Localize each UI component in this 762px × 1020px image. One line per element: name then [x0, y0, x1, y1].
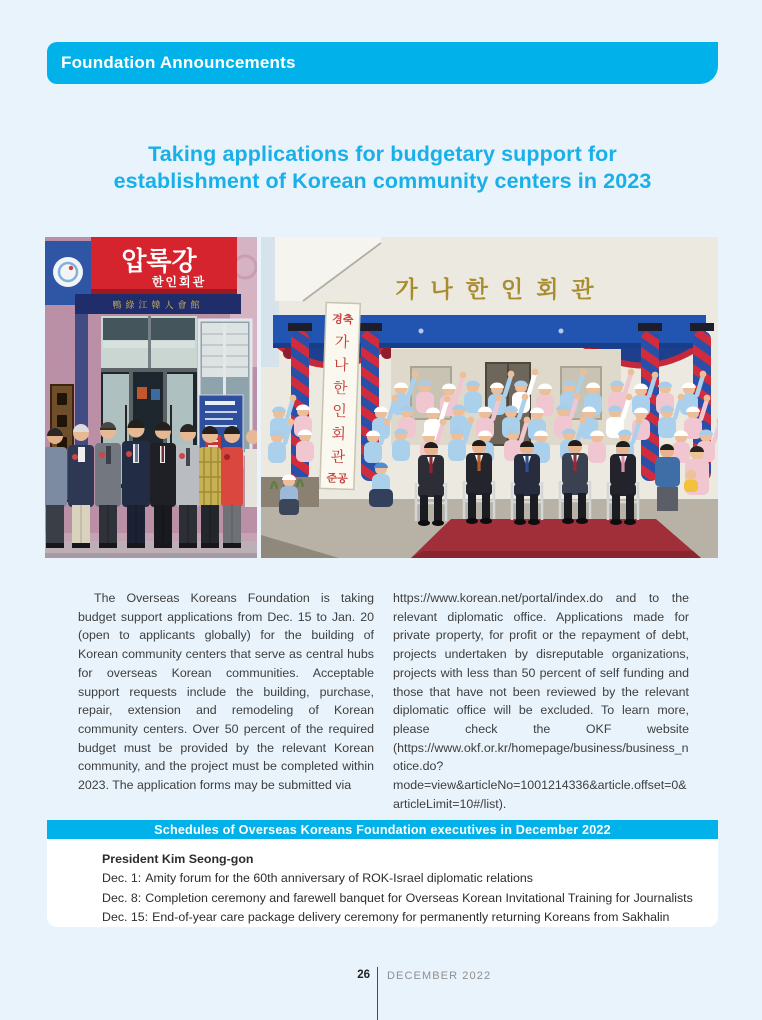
transom-glass — [101, 316, 197, 370]
schedule-header-label: Schedules of Overseas Koreans Foundation executives in December 2022 — [154, 822, 611, 837]
section-banner-label: Foundation Announcements — [61, 53, 296, 72]
sign-hanja-text: 鴨綠江韓人會館 — [112, 301, 204, 311]
schedule-item — [102, 908, 698, 927]
footer-divider — [377, 967, 378, 1020]
schedule-item-date: Dec. 15: — [102, 909, 149, 924]
photo-left-illustration — [45, 237, 257, 558]
section-banner — [47, 42, 718, 84]
red-sign-board — [91, 237, 237, 294]
banner-char: 인 — [331, 401, 348, 421]
red-carpet-edge — [411, 551, 701, 558]
banner-char: 나 — [333, 355, 349, 375]
banner-char: 관 — [330, 447, 346, 467]
schedule-box — [47, 839, 718, 927]
schedule-item-date: Dec. 8: — [102, 890, 142, 905]
page-number: 26 — [357, 969, 370, 981]
schedule-item-text: Amity forum for the 60th anniversary of ROK-Israel diplomatic relations — [145, 871, 533, 886]
banner-char: 한 — [332, 378, 348, 398]
association-emblem — [53, 257, 83, 287]
photo-opening-ceremony-group — [261, 237, 718, 558]
schedule-header-bar — [47, 820, 718, 839]
banner-top-text: 경축 — [331, 312, 354, 327]
banner-char: 회 — [331, 424, 347, 444]
schedule-item-date: Dec. 1: — [102, 871, 142, 886]
building-name-text: 가나한인회관 — [395, 277, 607, 303]
banner-char: 가 — [334, 332, 350, 352]
photo-right-illustration — [261, 237, 718, 558]
sign-main-text: 압록강 — [121, 247, 197, 277]
article-title-line2: establishment of Korean community centers in 2023 — [113, 169, 652, 193]
article-title — [47, 141, 718, 195]
sign-sub-text: 한인회관 — [151, 275, 207, 289]
article-title-line1: Taking applications for budgetary support for — [148, 142, 617, 166]
banner-bottom-text: 준공 — [326, 471, 349, 486]
issue-label: DECEMBER 2022 — [387, 970, 492, 982]
schedule-item — [102, 889, 698, 908]
schedule-item-text: End-of-year care package delivery ceremony for permanently returning Koreans from Sakhalin — [152, 909, 670, 924]
schedule-person: President Kim Seong-gon — [102, 852, 254, 866]
photo-community-center-facade — [45, 237, 257, 558]
schedule-item — [102, 869, 698, 888]
body-column-left: The Overseas Koreans Foundation is taking budget support applications from Dec. 15 to Jan. 20 (open to applicants globally) for the building of Korean community centers that serve as central hubs for overseas Korean communities. Acceptable support requests include the building, purchase, repair, extension and remodeling of Korean community centers. Over 50 percent of the required budget must be provided by the relevant Korean community, and the project must be completed within 2023. The application forms may be submitted via — [78, 591, 374, 793]
body-column-right: https://www.korean.net/portal/index.do and to the relevant diplomatic office. Applications made for private property, for profit or the repayment of debt, projects undertaken by disreputable organizations, projects with less than 50 percent of self funding and those that have not been reviewed by the relevant diplomatic office will be excluded. To learn more, please check the OKF website (https://www.okf.or.kr/homepage/business/business_notice.do?mode=view&articleNo=1001214336&article.offset=0&articleLimit=10#/list). — [393, 591, 689, 811]
hanja-strip — [75, 294, 241, 314]
schedule-item-text: Completion ceremony and farewell banquet for Overseas Korean Invitational Training for Journalists — [145, 890, 693, 905]
celebration-banner — [320, 302, 360, 489]
